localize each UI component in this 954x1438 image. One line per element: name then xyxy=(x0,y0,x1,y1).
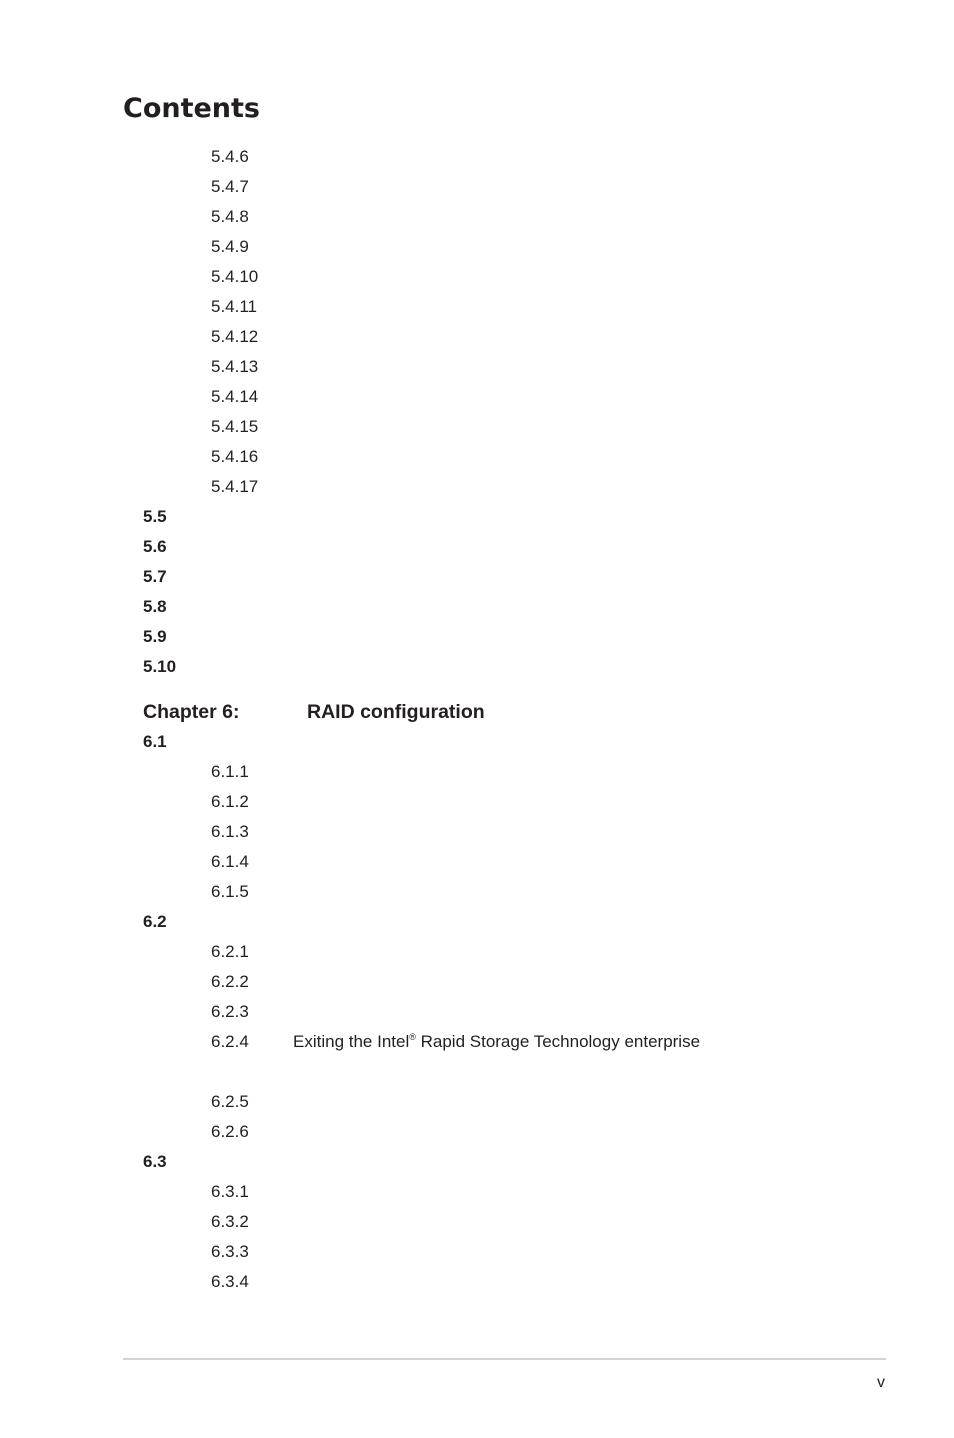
section-number: 5.7 xyxy=(143,567,167,586)
entry-number: 5.4.17 xyxy=(211,477,259,496)
entry-number: 6.1.4 xyxy=(211,852,249,871)
entry-number: 6.3.2 xyxy=(211,1212,249,1231)
section-number: 5.10 xyxy=(143,657,177,676)
section-number: 5.6 xyxy=(143,537,167,556)
entry-number: 6.2.4 xyxy=(211,1032,249,1051)
entry-number: 6.2.6 xyxy=(211,1122,249,1141)
entry-number: 5.4.15 xyxy=(211,417,259,436)
section-number: 6.3 xyxy=(143,1152,167,1171)
chapter-heading[interactable] xyxy=(143,700,485,724)
section-number: 5.9 xyxy=(143,627,167,646)
chapter-label: Chapter 6: xyxy=(143,701,240,723)
entry-number: 5.4.7 xyxy=(211,177,249,196)
entry-number: 6.1.3 xyxy=(211,822,249,841)
entry-number: 6.2.5 xyxy=(211,1092,249,1111)
section-number: 6.1 xyxy=(143,732,167,751)
entry-number: 5.4.11 xyxy=(211,297,258,316)
entry-number: 6.1.2 xyxy=(211,792,249,811)
section-number: 5.5 xyxy=(143,507,167,526)
entry-title: Exiting the Intel® Rapid Storage Technology enterprise xyxy=(293,1032,701,1051)
entry-number: 5.4.9 xyxy=(211,237,249,256)
entry-number: 6.2.1 xyxy=(211,942,249,961)
section-number: 6.2 xyxy=(143,912,167,931)
entry-number: 5.4.14 xyxy=(211,387,259,406)
entry-number: 5.4.10 xyxy=(211,267,259,286)
entry-number: 6.1.5 xyxy=(211,882,249,901)
entry-number: 6.3.4 xyxy=(211,1272,249,1291)
entry-number: 6.1.1 xyxy=(211,762,249,781)
registered-mark: ® xyxy=(409,1032,416,1042)
entry-number: 6.3.3 xyxy=(211,1242,249,1261)
entry-number: 5.4.13 xyxy=(211,357,259,376)
entry-number: 5.4.6 xyxy=(211,147,249,166)
chapter-title: RAID configuration xyxy=(307,701,485,723)
footer-rule xyxy=(123,1358,886,1360)
page-number: v xyxy=(877,1374,885,1391)
entry-number: 6.2.3 xyxy=(211,1002,249,1021)
entry-number: 5.4.12 xyxy=(211,327,259,346)
entry-number: 6.3.1 xyxy=(211,1182,249,1201)
entry-number: 5.4.8 xyxy=(211,207,249,226)
entry-number: 5.4.16 xyxy=(211,447,259,466)
entry-number: 6.2.2 xyxy=(211,972,249,991)
page-heading: Contents xyxy=(123,93,261,124)
section-number: 5.8 xyxy=(143,597,167,616)
